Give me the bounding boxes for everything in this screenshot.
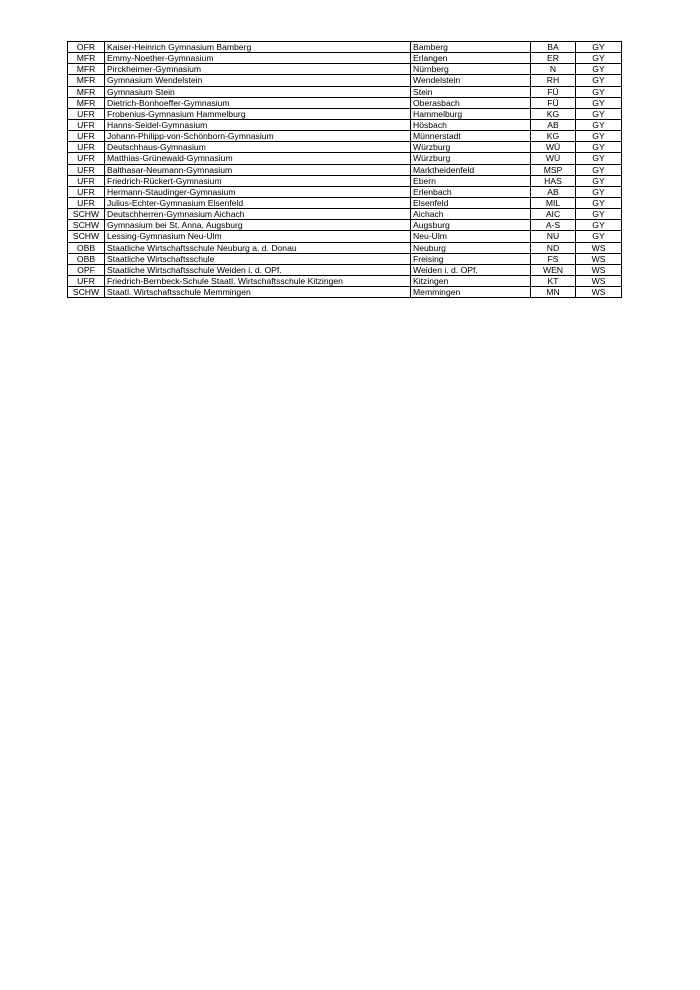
school-type-cell: GY: [576, 142, 622, 153]
city-cell: Augsburg: [411, 220, 531, 231]
city-cell: Weiden i. d. OPf.: [411, 264, 531, 275]
school-type-cell: GY: [576, 86, 622, 97]
school-type-cell: WS: [576, 242, 622, 253]
city-cell: Münnerstadt: [411, 131, 531, 142]
district-code-cell: FÜ: [531, 97, 576, 108]
city-cell: Würzburg: [411, 153, 531, 164]
table-row: [68, 186, 622, 197]
school-type-cell: GY: [576, 175, 622, 186]
region-cell: UFR: [68, 197, 105, 208]
school-name-cell: Staatliche Wirtschaftsschule: [105, 253, 411, 264]
school-name-cell: Emmy-Noether-Gymnasium: [105, 53, 411, 64]
region-cell: UFR: [68, 142, 105, 153]
school-name-cell: Dietrich-Bonhoeffer-Gymnasium: [105, 97, 411, 108]
district-code-cell: BA: [531, 42, 576, 53]
city-cell: Neuburg: [411, 242, 531, 253]
region-cell: UFR: [68, 175, 105, 186]
district-code-cell: WÜ: [531, 142, 576, 153]
city-cell: Aichach: [411, 209, 531, 220]
school-type-cell: GY: [576, 220, 622, 231]
table-row: [68, 142, 622, 153]
school-type-cell: GY: [576, 186, 622, 197]
city-cell: Oberasbach: [411, 97, 531, 108]
school-type-cell: GY: [576, 197, 622, 208]
school-name-cell: Julius-Echter-Gymnasium Elsenfeld: [105, 197, 411, 208]
school-type-cell: GY: [576, 164, 622, 175]
table-row: [68, 131, 622, 142]
region-cell: MFR: [68, 86, 105, 97]
table-row: [68, 97, 622, 108]
school-type-cell: GY: [576, 42, 622, 53]
school-name-cell: Friedrich-Bernbeck-Schule Staatl. Wirtschaftsschule Kitzingen: [105, 275, 411, 286]
table-row: [68, 275, 622, 286]
region-cell: SCHW: [68, 231, 105, 242]
table-row: [68, 287, 622, 298]
district-code-cell: FÜ: [531, 86, 576, 97]
table-row: [68, 231, 622, 242]
school-type-cell: GY: [576, 97, 622, 108]
city-cell: Hösbach: [411, 119, 531, 130]
school-name-cell: Staatliche Wirtschaftsschule Weiden i. d. OPf.: [105, 264, 411, 275]
table-row: [68, 75, 622, 86]
school-type-cell: WS: [576, 253, 622, 264]
city-cell: Ebern: [411, 175, 531, 186]
region-cell: OBB: [68, 253, 105, 264]
district-code-cell: KT: [531, 275, 576, 286]
school-name-cell: Matthias-Grünewald-Gymnasium: [105, 153, 411, 164]
region-cell: UFR: [68, 153, 105, 164]
city-cell: Freising: [411, 253, 531, 264]
school-type-cell: GY: [576, 153, 622, 164]
district-code-cell: KG: [531, 131, 576, 142]
region-cell: MFR: [68, 97, 105, 108]
district-code-cell: MIL: [531, 197, 576, 208]
city-cell: Erlenbach: [411, 186, 531, 197]
table-row: [68, 108, 622, 119]
city-cell: Elsenfeld: [411, 197, 531, 208]
school-type-cell: GY: [576, 53, 622, 64]
school-type-cell: GY: [576, 108, 622, 119]
school-name-cell: Deutschhaus-Gymnasium: [105, 142, 411, 153]
school-type-cell: GY: [576, 131, 622, 142]
region-cell: MFR: [68, 53, 105, 64]
district-code-cell: KG: [531, 108, 576, 119]
table-row: [68, 253, 622, 264]
school-name-cell: Gymnasium Wendelstein: [105, 75, 411, 86]
school-name-cell: Frobenius-Gymnasium Hammelburg: [105, 108, 411, 119]
school-table-body: [68, 42, 622, 298]
region-cell: UFR: [68, 108, 105, 119]
school-name-cell: Lessing-Gymnasium Neu-Ulm: [105, 231, 411, 242]
table-row: [68, 197, 622, 208]
region-cell: OBB: [68, 242, 105, 253]
table-row: [68, 175, 622, 186]
table-row: [68, 119, 622, 130]
city-cell: Nürnberg: [411, 64, 531, 75]
school-type-cell: GY: [576, 64, 622, 75]
city-cell: Stein: [411, 86, 531, 97]
school-name-cell: Pirckheimer-Gymnasium: [105, 64, 411, 75]
school-type-cell: GY: [576, 209, 622, 220]
district-code-cell: HAS: [531, 175, 576, 186]
region-cell: SCHW: [68, 209, 105, 220]
table-row: [68, 64, 622, 75]
table-row: [68, 153, 622, 164]
city-cell: Marktheidenfeld: [411, 164, 531, 175]
school-name-cell: Hanns-Seidel-Gymnasium: [105, 119, 411, 130]
district-code-cell: ND: [531, 242, 576, 253]
school-name-cell: Deutschherren-Gymnasium Aichach: [105, 209, 411, 220]
district-code-cell: RH: [531, 75, 576, 86]
district-code-cell: N: [531, 64, 576, 75]
city-cell: Wendelstein: [411, 75, 531, 86]
region-cell: MFR: [68, 64, 105, 75]
school-type-cell: GY: [576, 119, 622, 130]
school-name-cell: Kaiser-Heinrich Gymnasium Bamberg: [105, 42, 411, 53]
school-name-cell: Gymnasium bei St. Anna, Augsburg: [105, 220, 411, 231]
school-name-cell: Hermann-Staudinger-Gymnasium: [105, 186, 411, 197]
district-code-cell: NU: [531, 231, 576, 242]
region-cell: MFR: [68, 75, 105, 86]
table-row: [68, 42, 622, 53]
table-row: [68, 86, 622, 97]
region-cell: SCHW: [68, 287, 105, 298]
district-code-cell: MSP: [531, 164, 576, 175]
district-code-cell: MN: [531, 287, 576, 298]
table-row: [68, 264, 622, 275]
district-code-cell: AB: [531, 119, 576, 130]
region-cell: UFR: [68, 186, 105, 197]
region-cell: UFR: [68, 131, 105, 142]
table-row: [68, 53, 622, 64]
school-name-cell: Johann-Philipp-von-Schönborn-Gymnasium: [105, 131, 411, 142]
district-code-cell: FS: [531, 253, 576, 264]
school-name-cell: Gymnasium Stein: [105, 86, 411, 97]
district-code-cell: AIC: [531, 209, 576, 220]
table-row: [68, 242, 622, 253]
district-code-cell: WEN: [531, 264, 576, 275]
school-type-cell: WS: [576, 264, 622, 275]
region-cell: OFR: [68, 42, 105, 53]
school-type-cell: WS: [576, 287, 622, 298]
region-cell: UFR: [68, 164, 105, 175]
school-name-cell: Balthasar-Neumann-Gymnasium: [105, 164, 411, 175]
school-name-cell: Staatl. Wirtschaftsschule Memmingen: [105, 287, 411, 298]
school-type-cell: WS: [576, 275, 622, 286]
city-cell: Bamberg: [411, 42, 531, 53]
region-cell: OPF: [68, 264, 105, 275]
table-row: [68, 164, 622, 175]
table-row: [68, 220, 622, 231]
school-name-cell: Staatliche Wirtschaftsschule Neuburg a. d. Donau: [105, 242, 411, 253]
city-cell: Kitzingen: [411, 275, 531, 286]
school-name-cell: Friedrich-Rückert-Gymnasium: [105, 175, 411, 186]
city-cell: Erlangen: [411, 53, 531, 64]
city-cell: Hammelburg: [411, 108, 531, 119]
school-type-cell: GY: [576, 75, 622, 86]
table-row: [68, 209, 622, 220]
district-code-cell: A-S: [531, 220, 576, 231]
school-table: [67, 41, 622, 298]
region-cell: UFR: [68, 275, 105, 286]
school-type-cell: GY: [576, 231, 622, 242]
city-cell: Memmingen: [411, 287, 531, 298]
region-cell: UFR: [68, 119, 105, 130]
city-cell: Neu-Ulm: [411, 231, 531, 242]
district-code-cell: WÜ: [531, 153, 576, 164]
region-cell: SCHW: [68, 220, 105, 231]
district-code-cell: ER: [531, 53, 576, 64]
district-code-cell: AB: [531, 186, 576, 197]
city-cell: Würzburg: [411, 142, 531, 153]
